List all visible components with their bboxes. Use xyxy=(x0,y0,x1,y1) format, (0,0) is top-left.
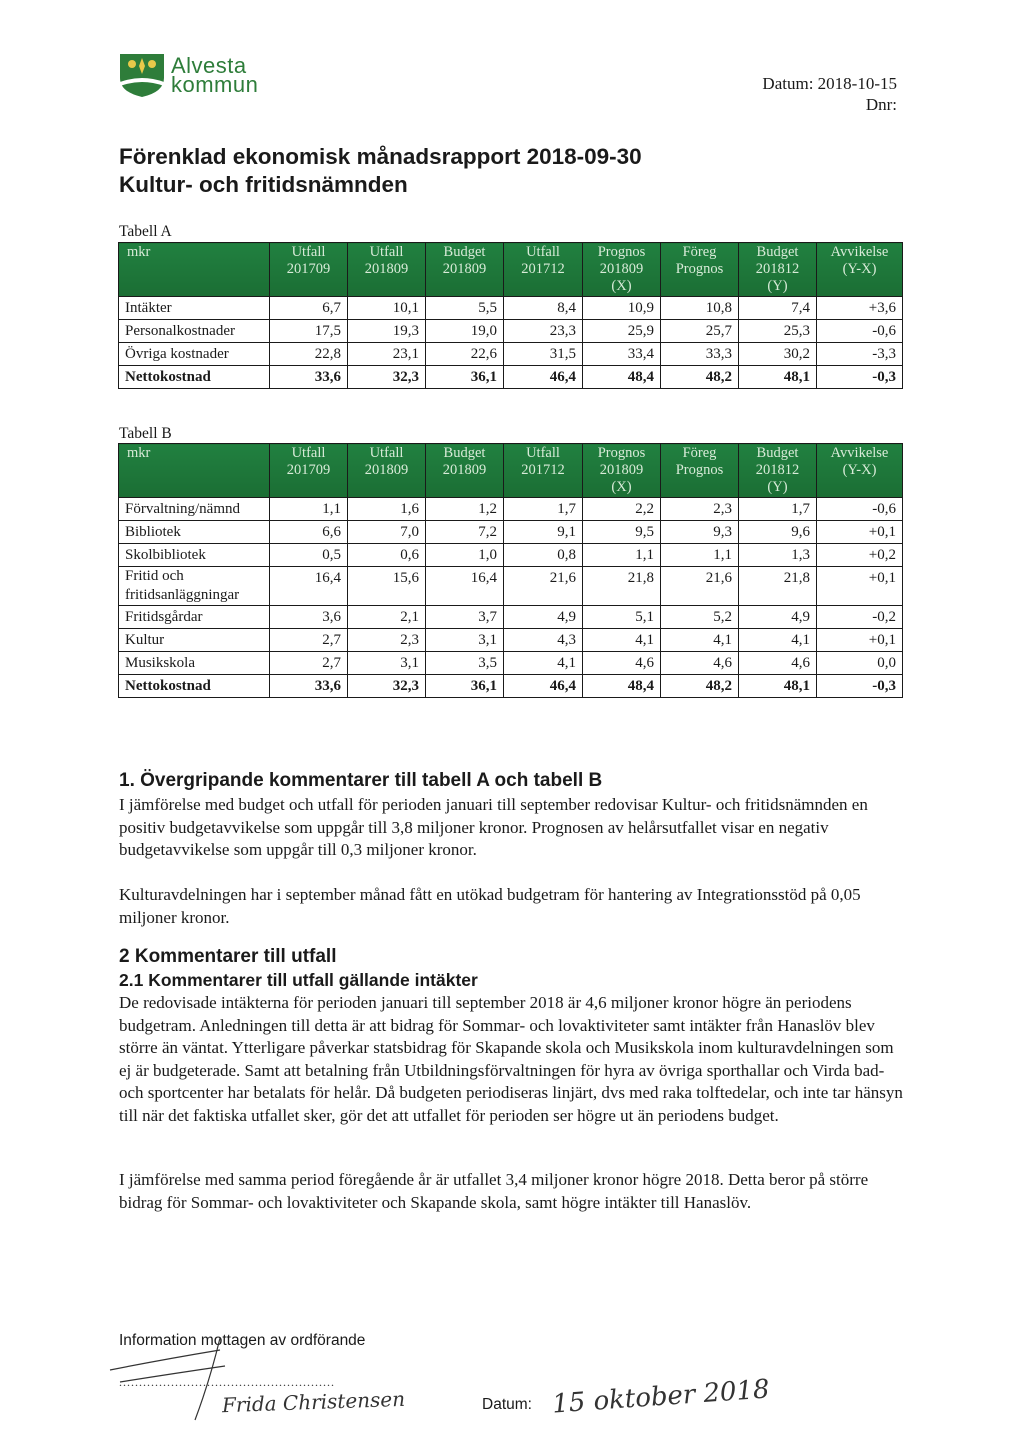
cell-value: 1,3 xyxy=(739,544,817,567)
cell-value: 10,9 xyxy=(583,297,661,320)
table-row xyxy=(119,652,903,675)
column-header-text: Utfall xyxy=(369,244,404,260)
column-header xyxy=(817,243,903,297)
column-header xyxy=(119,243,270,297)
table-row xyxy=(119,606,903,629)
cell-value: -0,6 xyxy=(817,498,903,521)
cell-value: 31,5 xyxy=(504,343,583,366)
table-b xyxy=(118,443,903,698)
section1-paragraph1: I jämförelse med budget och utfall för perioden januari till september redovisar Kultur- och fritidsnämnden en positiv budgetavvikelse som uppgår till 3,8 miljoner kronor. Prognosen av helårsutfallet visar en negativ budgetavvikelse som uppgår till 0,3 miljoner kronor. xyxy=(119,795,868,859)
column-header xyxy=(504,243,583,297)
column-header xyxy=(119,444,270,498)
column-header-text: 201812 xyxy=(755,261,800,277)
column-header xyxy=(348,444,426,498)
cell-value: 4,9 xyxy=(739,606,817,629)
column-header xyxy=(661,243,739,297)
column-header-text: (Y) xyxy=(767,479,788,495)
cell-value: -0,2 xyxy=(817,606,903,629)
cell-value: 1,7 xyxy=(739,498,817,521)
column-header-text: 201809 xyxy=(442,261,487,277)
cell-value: 36,1 xyxy=(426,675,504,698)
total-row xyxy=(119,675,903,698)
table-row xyxy=(119,521,903,544)
table-a xyxy=(118,242,903,389)
cell-value: 16,4 xyxy=(426,567,504,606)
table-row xyxy=(119,320,903,343)
row-label: Musikskola xyxy=(119,652,270,675)
page-title xyxy=(119,143,642,199)
column-header xyxy=(739,444,817,498)
cell-value: 4,1 xyxy=(504,652,583,675)
cell-value: 25,7 xyxy=(661,320,739,343)
cell-value: 9,6 xyxy=(739,521,817,544)
municipality-logo xyxy=(118,52,258,98)
row-label: Intäkter xyxy=(119,297,270,320)
cell-value: 3,1 xyxy=(348,652,426,675)
row-label: Bibliotek xyxy=(119,521,270,544)
cell-value: 4,9 xyxy=(504,606,583,629)
cell-value: 2,3 xyxy=(661,498,739,521)
cell-value: 1,2 xyxy=(426,498,504,521)
signature-line: ...................................................... xyxy=(119,1375,335,1389)
cell-value: 0,8 xyxy=(504,544,583,567)
row-label: Kultur xyxy=(119,629,270,652)
title-line1: Förenklad ekonomisk månadsrapport 2018-09-30 xyxy=(119,144,642,169)
cell-value: 36,1 xyxy=(426,366,504,389)
column-header-text: 201709 xyxy=(286,462,331,478)
cell-value: 1,1 xyxy=(270,498,348,521)
column-header xyxy=(739,243,817,297)
section2-heading: 2 Kommentarer till utfall xyxy=(119,946,337,967)
cell-value: 48,2 xyxy=(661,366,739,389)
cell-value: 5,1 xyxy=(583,606,661,629)
total-row xyxy=(119,366,903,389)
cell-value: 10,8 xyxy=(661,297,739,320)
document-meta xyxy=(762,73,897,115)
document-date: Datum: 2018-10-15 xyxy=(762,74,897,93)
cell-value: +3,6 xyxy=(817,297,903,320)
cell-value: 2,7 xyxy=(270,629,348,652)
row-label: Förvaltning/nämnd xyxy=(119,498,270,521)
column-header xyxy=(817,444,903,498)
column-header-text: 201809 xyxy=(599,261,644,277)
column-header-text: Utfall xyxy=(526,244,560,260)
cell-value: 10,1 xyxy=(348,297,426,320)
column-header-text: 201712 xyxy=(521,462,565,478)
signature-date: 15 oktober 2018 xyxy=(551,1374,771,1420)
cell-value: 1,1 xyxy=(661,544,739,567)
cell-value: 4,1 xyxy=(583,629,661,652)
row-label: Nettokostnad xyxy=(119,675,270,698)
section2-paragraph1: De redovisade intäkterna för perioden januari till september 2018 är 4,6 miljoner kronor högre än periodens budgetram. Anledningen till detta är att bidrag för Sommar- och lovaktiviteter samt intäkter från Hanaslöv blev större än väntat. Ytterligare påverkar statsbidrag för Skapande skola och Musikskola inom kulturavdelningen som ej är budgeterade. Samt att betalning från Utbildningsförvaltningen för hyra av övriga sporthallar och Virda bad- och sportcenter har betalats för helår. Då budgeten periodiseras linjärt, dvs med raka tolftedelar, och inte tar hänsyn till när det faktiska utfallet sker, gör det att utfallet för perioden ser högre ut än periodens budget. xyxy=(119,993,903,1125)
column-header-text: Prognos xyxy=(675,261,724,277)
logo-line1: Alvesta xyxy=(171,53,247,78)
title-line2: Kultur- och fritidsnämnden xyxy=(119,172,408,197)
cell-value: 9,1 xyxy=(504,521,583,544)
cell-value: 16,4 xyxy=(270,567,348,606)
signature-date-label: Datum: xyxy=(482,1396,532,1413)
column-header-text: Prognos xyxy=(597,445,646,461)
cell-value: 32,3 xyxy=(348,675,426,698)
cell-value: +0,1 xyxy=(817,567,903,606)
cell-value: 5,5 xyxy=(426,297,504,320)
cell-value: 1,1 xyxy=(583,544,661,567)
cell-value: 19,0 xyxy=(426,320,504,343)
cell-value: 33,4 xyxy=(583,343,661,366)
cell-value: 25,9 xyxy=(583,320,661,343)
cell-value: +0,2 xyxy=(817,544,903,567)
column-header-text: Utfall xyxy=(526,445,560,461)
column-header-text: mkr xyxy=(127,445,151,461)
cell-value: 22,6 xyxy=(426,343,504,366)
cell-value: 9,5 xyxy=(583,521,661,544)
cell-value: 48,4 xyxy=(583,675,661,698)
column-header-text: 201712 xyxy=(521,261,565,277)
cell-value: 4,3 xyxy=(504,629,583,652)
cell-value: 33,3 xyxy=(661,343,739,366)
document-dnr: Dnr: xyxy=(865,95,897,114)
column-header-text: (Y-X) xyxy=(842,261,877,277)
cell-value: 5,2 xyxy=(661,606,739,629)
column-header-text: 201812 xyxy=(755,462,800,478)
cell-value: 21,6 xyxy=(661,567,739,606)
cell-value: 48,1 xyxy=(739,366,817,389)
cell-value: 3,1 xyxy=(426,629,504,652)
cell-value: 23,1 xyxy=(348,343,426,366)
table-row xyxy=(119,343,903,366)
table-row xyxy=(119,498,903,521)
column-header-text: (X) xyxy=(611,479,632,495)
cell-value: 7,4 xyxy=(739,297,817,320)
column-header-text: 201809 xyxy=(364,261,409,277)
column-header-text: 201809 xyxy=(442,462,487,478)
row-label: Övriga kostnader xyxy=(119,343,270,366)
cell-value: 6,7 xyxy=(270,297,348,320)
row-label: Fritid och fritidsanläggningar xyxy=(119,567,270,606)
cell-value: 46,4 xyxy=(504,366,583,389)
column-header-text: Budget xyxy=(443,445,486,461)
column-header xyxy=(270,243,348,297)
cell-value: 25,3 xyxy=(739,320,817,343)
section2-paragraph2: I jämförelse med samma period föregående år är utfallet 3,4 miljoner kronor högre 2018. Detta beror på större bidrag för Sommar- och lovaktiviteter och Skapande skola, samt högre intäkter till Hanaslöv. xyxy=(119,1170,869,1212)
cell-value: 17,5 xyxy=(270,320,348,343)
signature-label: Information mottagen av ordförande xyxy=(119,1332,366,1349)
column-header-text: Budget xyxy=(443,244,486,260)
column-header-text: (X) xyxy=(611,278,632,294)
column-header xyxy=(583,243,661,297)
table-b-label: Tabell B xyxy=(119,425,172,442)
cell-value: 30,2 xyxy=(739,343,817,366)
cell-value: 21,8 xyxy=(739,567,817,606)
cell-value: 4,1 xyxy=(661,629,739,652)
cell-value: 21,8 xyxy=(583,567,661,606)
cell-value: -0,3 xyxy=(817,366,903,389)
cell-value: 3,6 xyxy=(270,606,348,629)
cell-value: 2,7 xyxy=(270,652,348,675)
column-header-text: Prognos xyxy=(597,244,646,260)
cell-value: -0,6 xyxy=(817,320,903,343)
row-label: Fritidsgårdar xyxy=(119,606,270,629)
cell-value: 19,3 xyxy=(348,320,426,343)
cell-value: 33,6 xyxy=(270,366,348,389)
cell-value: 48,4 xyxy=(583,366,661,389)
cell-value: 3,7 xyxy=(426,606,504,629)
cell-value: 0,5 xyxy=(270,544,348,567)
cell-value: 2,1 xyxy=(348,606,426,629)
signature-name: Frida Christensen xyxy=(221,1386,406,1418)
cell-value: 4,1 xyxy=(739,629,817,652)
column-header-text: Utfall xyxy=(369,445,404,461)
cell-value: 4,6 xyxy=(739,652,817,675)
table-a-label: Tabell A xyxy=(119,223,172,240)
cell-value: 2,2 xyxy=(583,498,661,521)
column-header-text: Budget xyxy=(756,445,799,461)
cell-value: 1,6 xyxy=(348,498,426,521)
column-header xyxy=(270,444,348,498)
header-row xyxy=(119,444,903,498)
column-header-text: Budget xyxy=(756,244,799,260)
cell-value: 6,6 xyxy=(270,521,348,544)
cell-value: 1,7 xyxy=(504,498,583,521)
section1-paragraph2: Kulturavdelningen har i september månad fått en utökad budgetram för hantering av Integrationsstöd på 0,05 miljoner kronor. xyxy=(119,885,861,927)
column-header-text: Föreg xyxy=(682,445,717,461)
column-header-text: Utfall xyxy=(291,445,326,461)
section1-heading: 1. Övergripande kommentarer till tabell A och tabell B xyxy=(119,770,603,791)
cell-value: 7,0 xyxy=(348,521,426,544)
column-header-text: Utfall xyxy=(291,244,326,260)
cell-value: 23,3 xyxy=(504,320,583,343)
row-label: Nettokostnad xyxy=(119,366,270,389)
column-header-text: mkr xyxy=(127,244,151,260)
column-header xyxy=(583,444,661,498)
column-header-text: 201709 xyxy=(286,261,331,277)
column-header-text: Prognos xyxy=(675,462,724,478)
column-header-text: Avvikelse xyxy=(830,244,889,260)
column-header xyxy=(348,243,426,297)
cell-value: -0,3 xyxy=(817,675,903,698)
column-header xyxy=(426,243,504,297)
table-row xyxy=(119,544,903,567)
cell-value: 3,5 xyxy=(426,652,504,675)
row-label: Skolbibliotek xyxy=(119,544,270,567)
cell-value: 0,6 xyxy=(348,544,426,567)
table-row xyxy=(119,297,903,320)
cell-value: 2,3 xyxy=(348,629,426,652)
section2-1-heading: 2.1 Kommentarer till utfall gällande intäkter xyxy=(119,970,478,990)
cell-value: 15,6 xyxy=(348,567,426,606)
cell-value: 4,6 xyxy=(583,652,661,675)
cell-value: 48,2 xyxy=(661,675,739,698)
column-header-text: Avvikelse xyxy=(830,445,889,461)
column-header xyxy=(661,444,739,498)
cell-value: -3,3 xyxy=(817,343,903,366)
column-header-text: (Y) xyxy=(767,278,788,294)
coat-of-arms-icon xyxy=(118,52,166,98)
logo-line2: kommun xyxy=(171,72,259,97)
cell-value: 33,6 xyxy=(270,675,348,698)
column-header-text: Föreg xyxy=(682,244,717,260)
cell-value: 9,3 xyxy=(661,521,739,544)
cell-value: 48,1 xyxy=(739,675,817,698)
column-header xyxy=(504,444,583,498)
cell-value: 4,6 xyxy=(661,652,739,675)
cell-value: 22,8 xyxy=(270,343,348,366)
cell-value: 7,2 xyxy=(426,521,504,544)
table-row xyxy=(119,629,903,652)
row-label: Personalkostnader xyxy=(119,320,270,343)
cell-value: +0,1 xyxy=(817,629,903,652)
column-header-text: 201809 xyxy=(599,462,644,478)
cell-value: 46,4 xyxy=(504,675,583,698)
cell-value: 8,4 xyxy=(504,297,583,320)
cell-value: 1,0 xyxy=(426,544,504,567)
cell-value: 0,0 xyxy=(817,652,903,675)
column-header xyxy=(426,444,504,498)
column-header-text: (Y-X) xyxy=(842,462,877,478)
cell-value: +0,1 xyxy=(817,521,903,544)
cell-value: 32,3 xyxy=(348,366,426,389)
column-header-text: 201809 xyxy=(364,462,409,478)
cell-value: 21,6 xyxy=(504,567,583,606)
table-row xyxy=(119,567,903,606)
header-row xyxy=(119,243,903,297)
